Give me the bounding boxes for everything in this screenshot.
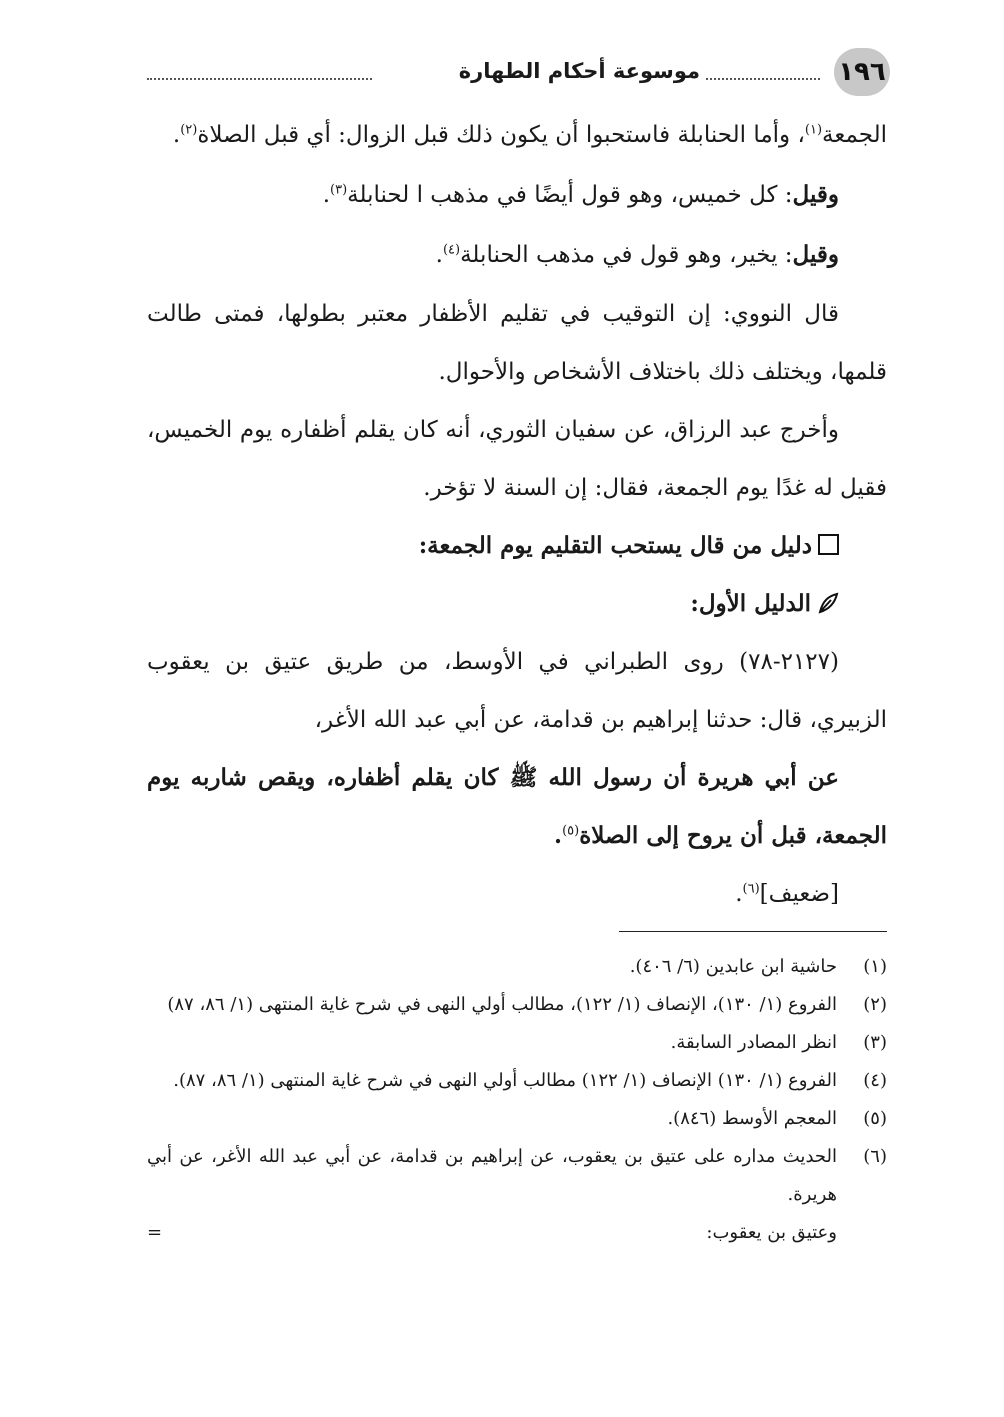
footnote-number: (٢) — [863, 994, 887, 1015]
paragraph-1: الجمعة$^{(١)}$، وأما الحنابلة فاستحبوا أن يكون ذلك قبل الزوال: أي قبل الصلاة$^{(٢)}$. — [172, 122, 887, 148]
footnote-number: (٤) — [863, 1070, 887, 1091]
paragraph-6: (٢١٢٧-٧٨) روى الطبراني في الأوسط، من طريق عتيق بن يعقوب الزبيري، قال: حدثنا إبراهيم بن قدامة، عن أبي عبد الله الأغر، — [147, 649, 887, 733]
leaf-ornament-icon — [817, 592, 839, 614]
footnote-continuation — [147, 1214, 887, 1252]
paragraph-5: وأخرج عبد الرزاق، عن سفيان الثوري، أنه كان يقلم أظفاره يوم الخميس، فقيل له غدًا يوم الجمعة، فقال: إن السنة لا تؤخر. — [147, 417, 887, 501]
hadith-text: عن أبي هريرة أن رسول الله ﷺ كان يقلم أظفاره، ويقص شاربه يوم الجمعة، قبل أن يروح إلى الصلاة$^{(٥)}$. — [147, 764, 887, 849]
footnote-item — [147, 1062, 887, 1100]
footnote-separator — [619, 931, 887, 932]
paragraph-4: قال النووي: إن التوقيب في تقليم الأظفار معتبر بطولها، فمتى طالت قلمها، ويختلف ذلك باختلاف الأشخاص والأحوال. — [147, 301, 887, 385]
footnote-number: (٥) — [863, 1108, 887, 1129]
bold-label: وقيل — [792, 181, 839, 208]
verdict: [ضعيف]$^{(٦)}$. — [735, 881, 839, 907]
header-dotted-rule-right — [702, 78, 820, 80]
checkbox-square-icon — [818, 534, 839, 555]
footnote-continuation-text: وعتيق بن يعقوب: — [706, 1222, 837, 1243]
paragraph-3: وقيل: يخير، وهو قول في مذهب الحنابلة$^{(٤)}$. — [435, 241, 839, 268]
page-number: ١٩٦ — [834, 48, 890, 96]
footnote-ref[interactable]: (٢) — [180, 122, 198, 138]
continuation-marker: = — [147, 1222, 163, 1243]
footnote-text: انظر المصادر السابقة. — [670, 1032, 837, 1053]
footnote-ref[interactable]: (١) — [804, 122, 823, 138]
footnote-text: المعجم الأوسط (٨٤٦). — [667, 1108, 837, 1129]
bold-label: وقيل — [792, 241, 839, 268]
header-dotted-rule-left — [147, 78, 372, 80]
footnote-item — [147, 1024, 887, 1062]
footnote-text: الفروع (١/ ١٣٠) الإنصاف (١/ ١٢٢) مطالب أولي النهى في شرح غاية المنتهى (١/ ٨٦، ٨٧). — [173, 1070, 837, 1091]
footnote-ref[interactable]: (٤) — [442, 242, 461, 258]
page-header — [147, 48, 890, 96]
footnote-number: (٣) — [863, 1032, 887, 1053]
footnote-item — [147, 1138, 887, 1214]
footnote-ref[interactable]: (٦) — [742, 881, 760, 897]
footnote-item — [147, 948, 887, 986]
footnote-item — [147, 1100, 887, 1138]
footnote-text: الفروع (١/ ١٣٠)، الإنصاف (١/ ١٢٢)، مطالب أولي النهى في شرح غاية المنتهى (١/ ٨٦، ٨٧) — [167, 994, 837, 1015]
footnote-text: حاشية ابن عابدين (٦/ ٤٠٦). — [629, 956, 837, 977]
footnote-item — [147, 986, 887, 1024]
footnotes — [147, 948, 887, 1252]
main-text — [147, 105, 887, 923]
sub-heading: الدليل الأول: — [147, 575, 887, 633]
footnote-ref[interactable]: (٥) — [562, 823, 580, 839]
paragraph-2: وقيل: كل خميس، وهو قول أيضًا في مذهب ا لحنابلة$^{(٣)}$. — [322, 181, 839, 208]
footnote-number: (١) — [863, 956, 887, 977]
footnote-number: (٦) — [863, 1146, 887, 1167]
footnote-text: الحديث مداره على عتيق بن يعقوب، عن إبراهيم بن قدامة، عن أبي عبد الله الأغر، عن أبي هريرة. — [147, 1146, 837, 1205]
book-title: موسوعة أحكام الطهارة — [453, 56, 706, 86]
section-heading: دليل من قال يستحب التقليم يوم الجمعة: — [147, 517, 887, 575]
footnote-ref[interactable]: (٣) — [330, 182, 348, 198]
